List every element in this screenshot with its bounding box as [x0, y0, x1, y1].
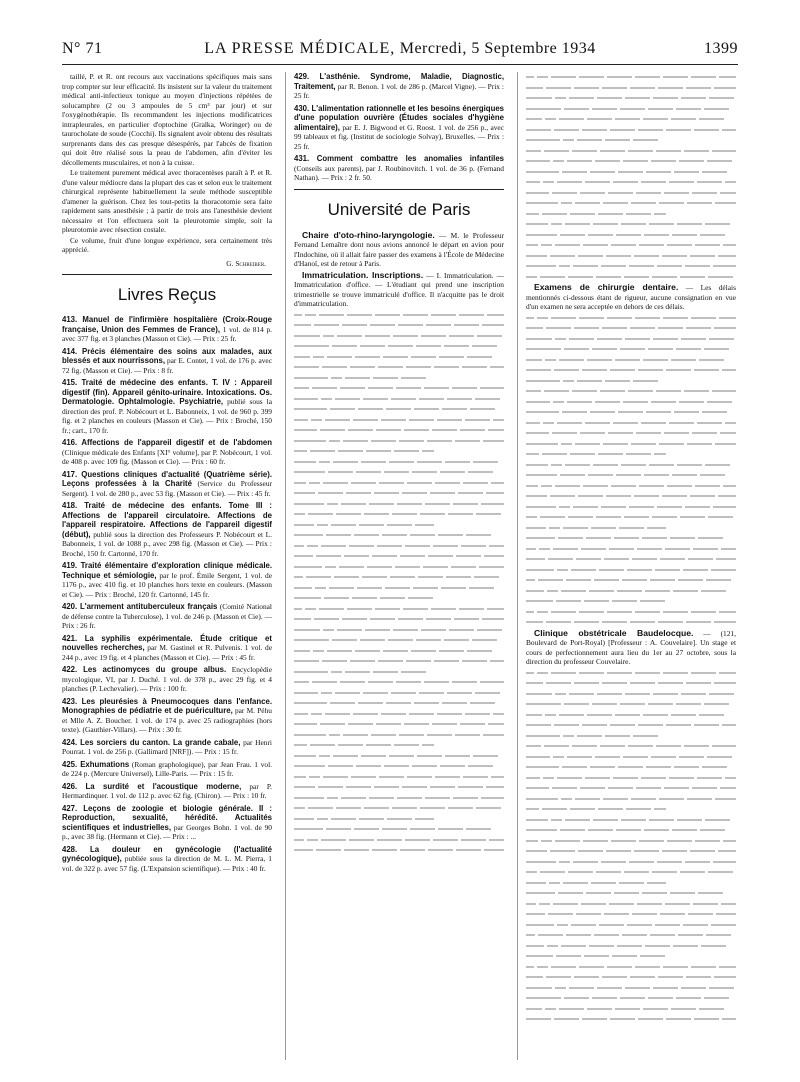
text-line — [526, 376, 736, 386]
text-line — [526, 857, 736, 867]
text-line — [526, 1014, 736, 1024]
book-details: (Clinique médicale des Enfants [XI° volume], par P. Nobécourt, 1 vol. de 408 p. avec 109 fig. (Masson et Cie). — Prix : 60 fr. — [62, 447, 272, 466]
text-line — [526, 752, 736, 762]
text-line — [526, 586, 736, 596]
text-line — [526, 502, 736, 512]
text-line — [526, 512, 736, 522]
book-details: (Roman graphologique), par Jean Frau. 1 vol. de 224 p. (Mercure Universel), Lille-Paris. — Prix : 15 fr. — [62, 759, 272, 778]
text-line — [294, 761, 504, 771]
text-line — [526, 607, 736, 617]
body-text-lines — [526, 313, 736, 627]
text-line — [294, 425, 504, 435]
column-left — [62, 72, 272, 876]
text-line — [526, 219, 736, 229]
text-line — [294, 436, 504, 446]
text-line — [526, 198, 736, 208]
news-item-title: Chaire d'oto-rhino-laryngologie. — [302, 229, 435, 240]
text-line — [294, 352, 504, 362]
text-line — [526, 156, 736, 166]
text-line — [294, 415, 504, 425]
book-title: 431. Comment combattre les anomalies infantiles — [294, 154, 504, 163]
text-line — [526, 731, 736, 741]
text-line — [526, 575, 736, 585]
book-title: 430. L'alimentation rationnelle et les besoins énergiques d'une population ouvrière (Études sociales d'hygiène alimentaire), — [294, 103, 504, 132]
text-line — [526, 240, 736, 250]
text-line — [526, 699, 736, 709]
book-details: par le prof. Émile Sergent, 1 vol. de 1176 p., avec 410 fig. et 10 planches hors texte en couleurs. (Masson et Cie). — Prix : Broché, 120 fr. Cartonné, 145 fr. — [62, 570, 272, 599]
text-line — [294, 457, 504, 467]
book-title: 419. Traité élémentaire d'exploration clinique médicale. Technique et sémiologie, — [62, 561, 272, 580]
text-line — [526, 386, 736, 396]
clinique-baudelocque-notice — [526, 628, 736, 667]
text-line — [526, 962, 736, 972]
book-title: 413. Manuel de l'infirmière hospitalière (Croix-Rouge française, Union des Femmes de France), — [62, 315, 272, 334]
book-entry — [62, 347, 272, 376]
text-line — [294, 635, 504, 645]
news-item-title: Immatriculation. Inscriptions. — [302, 269, 424, 280]
text-line — [294, 751, 504, 761]
text-line — [526, 888, 736, 898]
books-list — [62, 315, 272, 873]
text-line — [294, 824, 504, 834]
text-line — [526, 815, 736, 825]
text-line — [294, 383, 504, 393]
text-line — [294, 583, 504, 593]
text-line — [526, 481, 736, 491]
text-line — [526, 104, 736, 114]
news-item-text: — Les délais mentionnés ci-dessous étant de rigueur, aucune consignation en vue d'un examen ne sera acceptée en dehors de ces délais. — [526, 283, 736, 311]
book-entry — [62, 782, 272, 801]
book-title: 420. L'armement antituberculeux français — [62, 602, 218, 611]
text-line — [526, 209, 736, 219]
text-line — [294, 667, 504, 677]
book-title: 417. Questions cliniques d'actualité (Quatrième série). Leçons professées à la Charité — [62, 469, 272, 488]
text-line — [294, 845, 504, 855]
text-line — [294, 772, 504, 782]
text-line — [294, 467, 504, 477]
text-line — [294, 646, 504, 656]
text-line — [294, 331, 504, 341]
book-details: par E. Contet, 1 vol. de 176 p. avec 72 fig. (Masson et Cie). — Prix : 8 fr. — [62, 356, 272, 375]
book-entry — [62, 561, 272, 599]
text-line — [526, 617, 736, 627]
text-line — [526, 783, 736, 793]
text-line — [526, 909, 736, 919]
text-line — [526, 710, 736, 720]
news-item-text: — I. Immatriculation. — Immatriculation d'office. — L'étudiant qui prend une inscription trimestrielle se trouve immatriculé d'office. Il n'acquitte pas le droit d'immatriculation. — [294, 270, 504, 308]
body-text-lines — [526, 668, 736, 1024]
book-entry — [62, 501, 272, 558]
text-line — [294, 530, 504, 540]
text-line — [526, 689, 736, 699]
text-line — [294, 520, 504, 530]
article-continuation — [62, 72, 272, 255]
book-title: 415. Traité de médecine des enfants. T. IV : Appareil digestif (fin). Appareil génito-urinaire. Intoxications. Os. Dermatologie. Ophtalmologie. Psychiatrie, — [62, 378, 272, 406]
text-line — [294, 814, 504, 824]
text-line — [294, 688, 504, 698]
news-item — [294, 270, 504, 309]
book-entry — [62, 470, 272, 499]
text-line — [526, 846, 736, 856]
text-line — [294, 541, 504, 551]
books-heading: Livres Reçus — [117, 285, 217, 304]
book-entry — [62, 760, 272, 779]
text-line — [294, 488, 504, 498]
book-entry — [62, 665, 272, 694]
book-details: par M. Gastinel et R. Pulvenis. 1 vol. de 244 p., avec 19 fig. et 4 planches (Masson et Cie). — Prix : 45 fr. — [62, 643, 272, 662]
text-line — [294, 709, 504, 719]
text-line — [526, 323, 736, 333]
books-list-continued — [294, 72, 504, 183]
text-line — [294, 698, 504, 708]
text-line — [526, 407, 736, 417]
body-text-lines — [526, 72, 736, 281]
book-title: 421. La syphilis expérimentale. Étude critique et nouvelles recherches, — [62, 633, 272, 652]
article-paragraph: taillé, P. et R. ont recours aux vaccinations spécifiques mais sans trop compter sur leur efficacité. Ils insistent sur la valeur du traitement médical anti-infectieux tonique au moyen d'injections répétées de solucamphre (2 ou 3 ampoules de 5 cm³ par jour) et sur l'oxygénothérapie. Ils recommandent les injections modificatrices intrapleurales, en particulier d'optochine (Gralka, Woringer) ou de taurocholate de soude (Cocchi). Ils signalent avoir obtenu des résultats surprenants dans des cas presque désespérés, par l'abcès de fixation qui doit être réalisé sous la peau de l'abdomen, afin d'éviter les décollements musculaires, et non à la cuisse. — [62, 72, 272, 167]
text-line — [294, 394, 504, 404]
text-line — [526, 804, 736, 814]
text-line — [526, 146, 736, 156]
book-entry — [62, 602, 272, 631]
text-line — [526, 951, 736, 961]
book-title: 416. Affections de l'appareil digestif et de l'abdomen — [62, 438, 272, 447]
book-entry — [62, 804, 272, 842]
text-line — [526, 135, 736, 145]
text-line — [526, 334, 736, 344]
section-separator — [294, 189, 504, 190]
book-entry — [62, 378, 272, 435]
text-line — [526, 114, 736, 124]
text-line — [526, 554, 736, 564]
text-line — [526, 230, 736, 240]
text-line — [526, 167, 736, 177]
news-item — [294, 230, 504, 269]
book-entry — [62, 634, 272, 663]
text-line — [526, 93, 736, 103]
text-line — [294, 677, 504, 687]
text-line — [294, 604, 504, 614]
text-line — [294, 446, 504, 456]
book-entry — [294, 72, 504, 101]
book-title: 428. La douleur en gynécologie (l'actualité gynécologique), — [62, 844, 272, 863]
text-line — [526, 544, 736, 554]
text-line — [526, 867, 736, 877]
book-details: par E. J. Bigwood et G. Roost. 1 vol. de 256 p., avec 99 tableaux et fig. (Institut de sociologie Solvay), Bruxelles. — Prix : 25 fr. — [294, 122, 504, 151]
text-line — [526, 428, 736, 438]
book-title: 426. La surdité et l'acoustique moderne, — [62, 781, 242, 791]
text-line — [526, 668, 736, 678]
journal-title: LA PRESSE MÉDICALE, Mercredi, 5 Septembre 1934 — [204, 40, 596, 57]
text-line — [526, 251, 736, 261]
book-details: Encyclopédie mycologique, VI, par J. Duché. 1 vol. de 378 p., avec 29 fig. et 4 planches (P. Lechevalier). — Prix : 100 fr. — [62, 665, 272, 693]
text-line — [526, 491, 736, 501]
text-line — [294, 793, 504, 803]
article-paragraph: Le traitement purement médical avec thoracentèses paraît à P. et R. d'une valeur médiocre dans la plupart des cas et selon eux le traitement chirurgical représente habituellement la seule méthode susceptible d'amener la guérison. Chez les tout-petits la thoracotomie sera faite rapidement sans anesthésie ; à partir de trois ans l'anesthésie devient nécessaire et l'on effectuera soit la pleurotomie simple, soit la pleurotomie avec résection costale. — [62, 168, 272, 234]
book-title: 429. L'asthénie. Syndrome, Maladie, Diagnostic, Traitement, — [294, 72, 504, 91]
book-title: 422. Les actinomyces du groupe albus. — [62, 665, 227, 674]
text-line — [526, 313, 736, 323]
book-details: publié sous la direction des prof. P. Nobécourt et L. Babonneix, 1 vol. de 960 p. 399 fig. et 2 planches en couleurs (Masson et Cie). — Prix : Broché, 150 fr.; cart., 170 fr. — [62, 397, 272, 435]
text-line — [294, 404, 504, 414]
text-line — [526, 983, 736, 993]
text-line — [294, 730, 504, 740]
text-line — [526, 741, 736, 751]
news-item-text: — (121, Boulevard de Port-Royal) [Professeur : A. Couvelaire]. Un stage et cours de perfectionnement aura lieu du 1er au 27 octobre, sous la direction du professeur Couvelaire. — [526, 628, 736, 666]
book-title: 423. Les pleurésies à Pneumocoques dans l'enfance. Monographies de pédiatrie et de puériculture, — [62, 696, 272, 715]
text-line — [526, 794, 736, 804]
text-line — [294, 740, 504, 750]
news-item-title: Examens de chirurgie dentaire. — [534, 282, 679, 292]
section-separator — [62, 274, 272, 275]
text-line — [526, 418, 736, 428]
text-line — [526, 344, 736, 354]
text-line — [526, 533, 736, 543]
news-item-title: Clinique obstétricale Baudelocque. — [534, 627, 694, 638]
text-line — [526, 355, 736, 365]
text-line — [526, 460, 736, 470]
book-title: 427. Leçons de zoologie et biologie générale. II : Reproduction, sexualité, hérédité. Actualités scientifiques et industrielles, — [62, 803, 272, 832]
text-line — [526, 470, 736, 480]
text-line — [526, 188, 736, 198]
book-title: 424. Les sorciers du canton. La grande cabale, — [62, 737, 241, 747]
text-line — [526, 825, 736, 835]
text-line — [294, 499, 504, 509]
book-details: (Conseils aux parents), par J. Roubinovitch. 1 vol. de 36 p. (Fernand Nathan). — Prix : 2 fr. 50. — [294, 163, 504, 182]
news-item — [526, 628, 736, 667]
book-title: 425. Exhumations — [62, 759, 130, 769]
text-line — [526, 773, 736, 783]
text-line — [294, 719, 504, 729]
news-item — [526, 282, 736, 312]
book-details: 1 vol. de 814 p. avec 377 fig. et 3 planches (Masson et Cie). — Prix : 25 fr. — [62, 324, 273, 343]
text-line — [526, 993, 736, 1003]
text-line — [294, 310, 504, 320]
text-line — [526, 899, 736, 909]
dental-exams-notice — [526, 282, 736, 312]
text-line — [294, 478, 504, 488]
column-divider — [517, 72, 518, 1060]
book-details: par P. Hermardinquer. 1 vol. de 112 p. avec 62 fig. (Chiron). — Prix : 10 fr. — [62, 781, 272, 800]
article-paragraph: Ce volume, fruit d'une longue expérience, sera certainement très apprécié. — [62, 235, 272, 254]
universite-news — [294, 230, 504, 309]
header-rule — [62, 64, 738, 65]
running-header — [62, 40, 738, 62]
book-entry — [62, 697, 272, 735]
book-entry — [294, 104, 504, 152]
text-line — [526, 365, 736, 375]
text-line — [526, 272, 736, 282]
text-line — [526, 177, 736, 187]
column-right — [526, 72, 736, 1025]
book-entry — [62, 438, 272, 467]
book-entry — [62, 315, 272, 344]
text-line — [294, 782, 504, 792]
text-line — [526, 397, 736, 407]
text-line — [526, 439, 736, 449]
text-line — [526, 83, 736, 93]
text-line — [526, 836, 736, 846]
book-details: publiée sous la direction de M. L. M. Pierra, 1 vol. de 322 p. avec 57 fig. (L'Expansion scientifique). — Prix : 40 fr. — [62, 854, 272, 873]
book-details: par M. Péhu et Mlle A. Z. Boucher. 1 vol. de 174 p. avec 25 radiographies (hors texte). (Gauthier-Villars). — Prix : 30 fr. — [62, 706, 272, 734]
text-line — [294, 835, 504, 845]
book-title: 418. Traité de médecine des enfants. Tome III : Affections de l'appareil circulatoire. Affections de l'appareil respiratoire. Affections de l'appareil digestif (début), — [62, 501, 272, 539]
text-line — [294, 803, 504, 813]
text-line — [294, 625, 504, 635]
text-line — [294, 562, 504, 572]
book-entry — [62, 845, 272, 874]
text-line — [526, 449, 736, 459]
text-line — [526, 261, 736, 271]
text-line — [526, 523, 736, 533]
text-line — [526, 878, 736, 888]
book-title: 414. Précis élémentaire des soins aux malades, aux blessés et aux nourrissons, — [62, 346, 272, 365]
article-signature: G. Schreiber. — [226, 258, 266, 268]
text-line — [294, 320, 504, 330]
news-item-text: — M. le Professeur Fernand Lemaître dont nous avions annoncé le départ en avion pour l'Indochine, où il allait faire passer des examens à l'École de Médecine d'Hanoï, est de retour à Paris. — [294, 230, 504, 268]
column-divider — [285, 72, 286, 1060]
text-line — [294, 614, 504, 624]
text-line — [294, 551, 504, 561]
text-line — [526, 72, 736, 82]
body-text-lines — [294, 310, 504, 855]
universite-heading: Université de Paris — [327, 199, 471, 219]
book-details: (Comité National de défense contre la Tuberculose), 1 vol. de 246 p. (Masson et Cie). — Prix : 26 fr. — [62, 602, 272, 630]
text-line — [526, 1004, 736, 1014]
text-line — [294, 509, 504, 519]
text-line — [526, 565, 736, 575]
text-line — [294, 362, 504, 372]
text-line — [526, 762, 736, 772]
text-line — [526, 930, 736, 940]
book-entry — [62, 738, 272, 757]
book-details: publié sous la direction des Professeurs P. Nobécourt et L. Babonneix, 1 vol. de 1088 p., avec 298 fig. (Masson et Cie). — Prix : Broché, 150 fr. Cartonné, 170 fr. — [62, 529, 272, 558]
text-line — [294, 373, 504, 383]
text-line — [294, 572, 504, 582]
text-line — [526, 720, 736, 730]
book-details: par Henri Pourrat. 1 vol. de 256 p. (Gallimard [NRF]). — Prix : 15 fr. — [62, 737, 272, 756]
text-line — [294, 656, 504, 666]
page-number: 1399 — [704, 40, 738, 57]
book-details: par Georges Bohn. 1 vol. de 90 p., avec 38 fig. (Hermann et Cie). — Prix : ... — [62, 822, 272, 841]
column-middle — [294, 72, 504, 856]
text-line — [294, 593, 504, 603]
text-line — [526, 972, 736, 982]
text-line — [294, 341, 504, 351]
book-entry — [294, 154, 504, 183]
book-details: (Service du Professeur Sergent). 1 vol. de 280 p., avec 53 fig. (Masson et Cie). — Prix : 45 fr. — [62, 479, 272, 498]
issue-number: N° 71 — [62, 40, 103, 57]
text-line — [526, 596, 736, 606]
text-line — [526, 941, 736, 951]
book-details: par R. Benon. 1 vol. de 286 p. (Marcel Vigne). — Prix : 25 fr. — [294, 81, 504, 100]
text-line — [526, 920, 736, 930]
text-line — [526, 125, 736, 135]
text-line — [526, 678, 736, 688]
